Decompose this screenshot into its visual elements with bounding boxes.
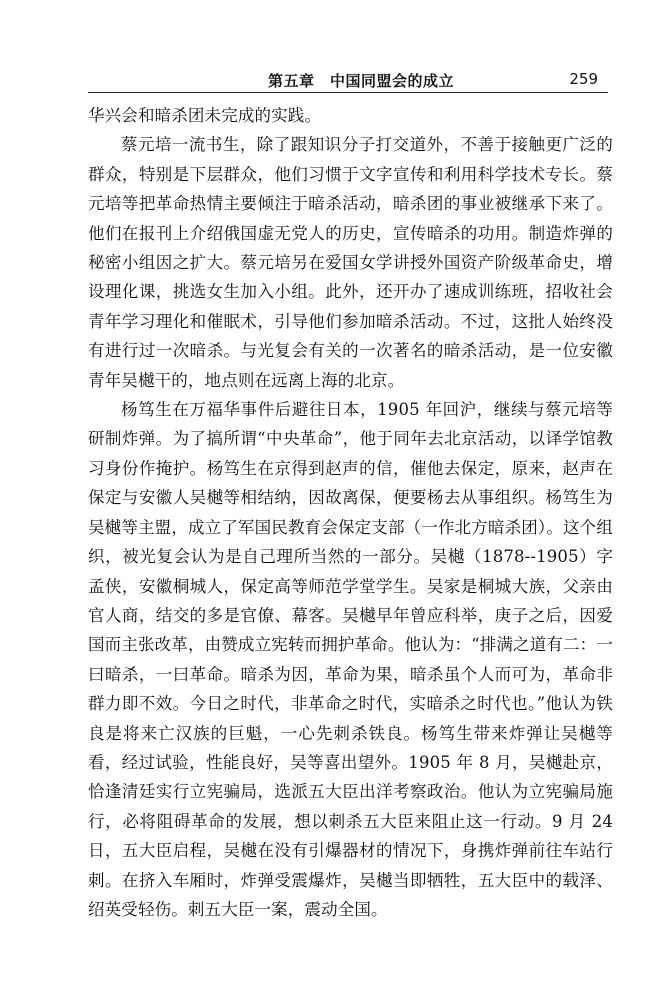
paragraph-yang-dusheng: 杨笃生在万福华事件后避往日本，1905 年回沪，继续与蔡元培等研制炸弹。为了搞所谓“中央革命”，他于同年去北京活动，以译学馆教习身份作掩护。杨笃生在京得到赵声的信，催他去保定，原来，赵声在保定与安徽人吴樾等相结纳，因故离保，便要杨去从事组织。杨笃生为吴樾等主盟，成立了军国民教育会保定支部（一作北方暗杀团）。这个组织，被光复会认为是自己理所当然的一部分。吴樾（1878--1905）字孟侠，安徽桐城人，保定高等师范学堂学生。吴家是桐城大族，父亲由官人商，结交的多是官僚、幕客。吴樾早年曾应科举，庚子之后，因爱国而主张改革，由赞成立宪转而拥护革命。他认为：“排满之道有二：一曰暗杀，一曰革命。暗杀为因，革命为果，暗杀虽个人而可为，革命非群力即不效。今日之时代，非革命之时代，实暗杀之时代也。”他认为铁良是将来亡汉族的巨魁，一心先刺杀铁良。杨笃生带来炸弹让吴樾等看，经过试验，性能良好，吴等喜出望外。1905 年 8 月，吴樾赴京，恰逢清廷实行立宪骗局，选派五大臣出洋考察政治。他认为立宪骗局施行，必将阻碍革命的发展，想以刺杀五大臣来阻止这一行动。9 月 24 日，五大臣启程，吴樾在没有引爆器材的情况下，身携炸弹前往车站行刺。在挤入车厢时，炸弹受震爆炸，吴樾当即牺牲，五大臣中的载泽、绍英受轻伤。刺五大臣一案，震动全国。 [88, 400, 613, 919]
body-text [88, 101, 613, 924]
chapter-title: 第五章 中国同盟会的成立 [268, 72, 455, 90]
paragraph-continuation: 华兴会和暗杀团未完成的实践。 [88, 106, 322, 125]
running-header [88, 70, 608, 93]
page-number: 259 [569, 70, 598, 88]
paragraph-cai-yuanpei: 蔡元培一流书生，除了跟知识分子打交道外，不善于接触更广泛的群众，特别是下层群众，他们习惯于文字宣传和利用科学技术专长。蔡元培等把革命热情主要倾注于暗杀活动，暗杀团的事业被继承下来了。他们在报刊上介绍俄国虚无党人的历史，宣传暗杀的功用。制造炸弹的秘密小组因之扩大。蔡元培另在爱国女学讲授外国资产阶级革命史，增设理化课，挑选女生加入小组。此外，还开办了速成训练班，招收社会青年学习理化和催眠术，引导他们参加暗杀活动。不过，这批人始终没有进行过一次暗杀。与光复会有关的一次著名的暗杀活动，是一位安徽青年吴樾干的，地点则在远离上海的北京。 [88, 135, 613, 390]
